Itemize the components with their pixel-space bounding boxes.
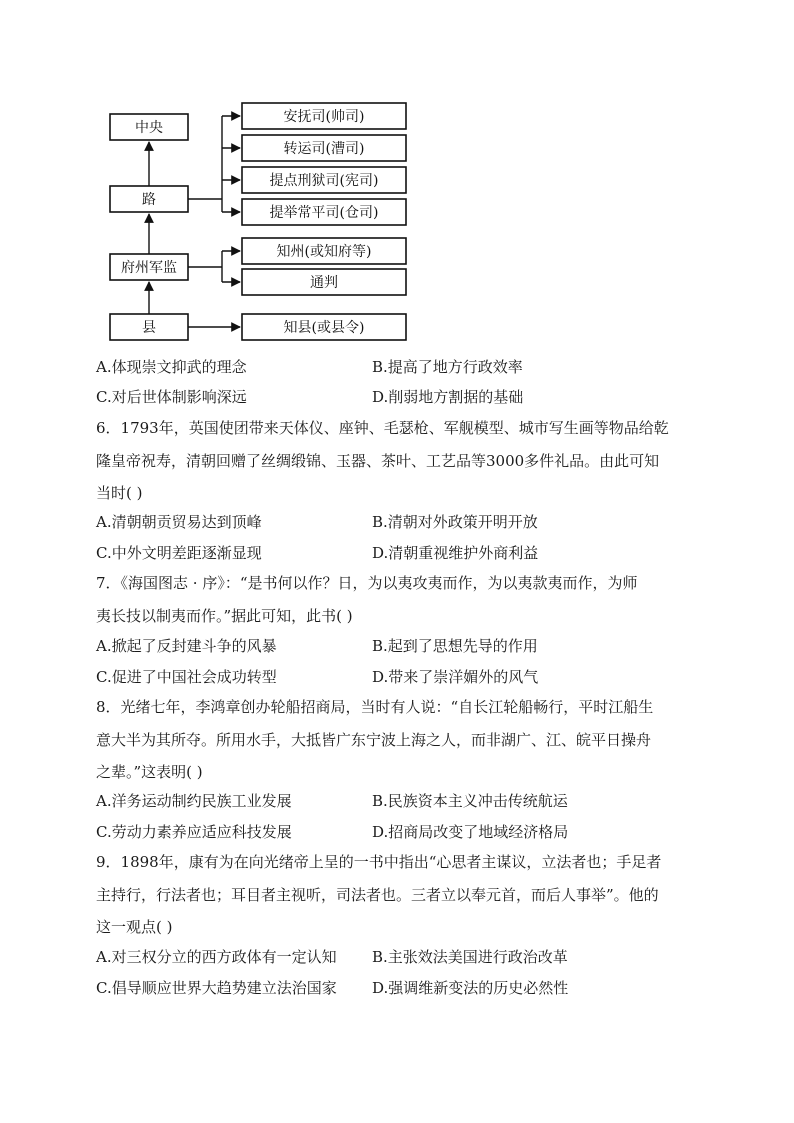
- node-anfusi: [242, 103, 406, 129]
- q7-option-d[interactable]: D.带来了崇洋媚外的风气: [372, 668, 539, 686]
- node-tidianxingyusi: [242, 167, 406, 193]
- q6-stem-line-2: 隆皇帝祝寿，清朝回赠了丝绸缎锦、玉器、茶叶、工艺品等3000多件礼品。由此可知: [96, 452, 660, 470]
- q7-option-c[interactable]: C.促进了中国社会成功转型: [96, 668, 277, 686]
- q9-stem-line-3: 这一观点( ): [96, 918, 173, 936]
- q9-option-a[interactable]: A.对三权分立的西方政体有一定认知: [96, 948, 337, 966]
- node-xian: [110, 314, 188, 340]
- node-lu-label: 路: [142, 192, 156, 208]
- q7-stem-line-1: 7．《海国图志 · 序》：“是书何以作？日，为以夷攻夷而作，为以夷款夷而作，为师: [96, 574, 638, 592]
- q8-option-a[interactable]: A.洋务运动制约民族工业发展: [96, 792, 292, 810]
- q8-option-c[interactable]: C.劳动力素养应适应科技发展: [96, 823, 292, 841]
- q9-option-b[interactable]: B.主张效法美国进行政治改革: [372, 948, 568, 966]
- node-central: [110, 114, 188, 140]
- q9-option-d[interactable]: D.强调维新变法的历史必然性: [372, 979, 569, 997]
- q6-stem-line-3: 当时( ): [96, 484, 143, 502]
- q8-option-d[interactable]: D.招商局改变了地域经济格局: [372, 823, 569, 841]
- bracket-fuzhou-offices: [188, 251, 240, 282]
- q5-option-a[interactable]: A.体现崇文抑武的理念: [96, 358, 247, 376]
- q5-option-b[interactable]: B.提高了地方行政效率: [372, 358, 523, 376]
- node-anfusi-label: 安抚司(帅司): [283, 109, 365, 125]
- node-tongpan: [242, 269, 406, 295]
- node-zhuanyunsi-label: 转运司(漕司): [283, 141, 365, 157]
- q8-stem-line-1: 8．光绪七年，李鸿章创办轮船招商局，当时有人说：“自长江轮船畅行，平时江船生: [96, 698, 654, 716]
- q8-option-b[interactable]: B.民族资本主义冲击传统航运: [372, 792, 568, 810]
- q6-option-c[interactable]: C.中外文明差距逐渐显现: [96, 544, 262, 562]
- q6-option-b[interactable]: B.清朝对外政策开明开放: [372, 513, 538, 531]
- node-tidianxingyusi-label: 提点刑狱司(宪司): [269, 173, 379, 189]
- node-lu: [110, 186, 188, 212]
- q9-option-c[interactable]: C.倡导顺应世界大趋势建立法治国家: [96, 979, 337, 997]
- node-zhuanyunsi: [242, 135, 406, 161]
- q7-option-b[interactable]: B.起到了思想先导的作用: [372, 637, 538, 655]
- node-central-label: 中央: [135, 120, 163, 136]
- node-tongpan-label: 通判: [310, 275, 338, 291]
- q6-stem-line-1: 6．1793年，英国使团带来天体仪、座钟、毛瑟枪、军舰模型、城市写生画等物品给乾: [96, 419, 669, 437]
- q6-option-a[interactable]: A.清朝朝贡贸易达到顶峰: [96, 513, 262, 531]
- q5-option-d[interactable]: D.削弱地方割据的基础: [372, 388, 524, 406]
- q6-option-d[interactable]: D.清朝重视维护外商利益: [372, 544, 539, 562]
- q9-stem-line-1: 9．1898年，康有为在向光绪帝上呈的一书中指出“心思者主谋议，立法者也；手足者: [96, 853, 662, 871]
- node-zhizhou-label: 知州(或知府等): [276, 244, 372, 260]
- q7-stem-line-2: 夷长技以制夷而作。”据此可知，此书( ): [96, 607, 353, 625]
- q8-stem-line-3: 之辈。”这表明( ): [96, 763, 203, 781]
- node-tijuchangpingsi-label: 提举常平司(仓司): [269, 205, 379, 221]
- node-zhizhou: [242, 238, 406, 264]
- node-zhixian: [242, 314, 406, 340]
- node-fuzhoujunjian-label: 府州军监: [121, 260, 177, 276]
- q5-option-c[interactable]: C.对后世体制影响深远: [96, 388, 247, 406]
- node-zhixian-label: 知县(或县令): [283, 320, 365, 336]
- q7-option-a[interactable]: A.掀起了反封建斗争的风暴: [96, 637, 277, 655]
- q8-stem-line-2: 意大半为其所夺。所用水手，大抵皆广东宁波上海之人，而非湖广、江、皖平日操舟: [96, 731, 652, 749]
- node-xian-label: 县: [142, 320, 156, 336]
- administrative-structure-diagram: [0, 0, 794, 350]
- bracket-lu-offices: [188, 116, 240, 212]
- node-tijuchangpingsi: [242, 199, 406, 225]
- q9-stem-line-2: 主持行，行法者也；耳目者主视听，司法者也。三者立以奉元首，而后人事举”。他的: [96, 886, 659, 904]
- node-fuzhoujunjian: [110, 254, 188, 280]
